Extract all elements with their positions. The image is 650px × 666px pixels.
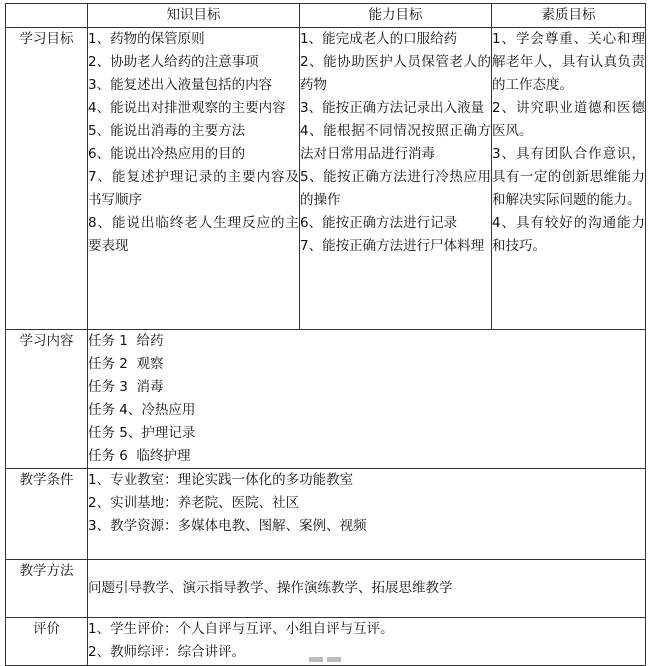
condition-item: 3、教学资源：多媒体电教、图解、案例、视频 (88, 518, 367, 534)
methods-cell (88, 560, 646, 618)
knowledge-goal-item: 1、药物的保管原则 (88, 31, 205, 47)
goals-row (6, 28, 646, 330)
ability-goal-item: 1、能完成老人的口服给药 (300, 31, 458, 47)
quality-goal-item: 1、学会尊重、关心和理解老年人，具有认真负责的工作态度。 (492, 31, 645, 93)
methods-text: 问题引导教学、演示指导教学、操作演练教学、拓展思维教学 (88, 580, 453, 596)
ability-goal-item: 2、能协助医护人员保管老人的药物 (300, 54, 491, 93)
task-item: 任务 1 给药 (88, 333, 164, 349)
ability-goal-item: 4、能根据不同情况按照正确方法对日常用品进行消毒 (300, 123, 491, 162)
conditions-row (6, 469, 646, 560)
ability-goal-item: 5、能按正确方法进行冷热应用的操作 (300, 169, 491, 208)
quality-goal-item: 4、具有较好的沟通能力和技巧。 (492, 215, 645, 254)
ability-goal-item: 6、能按正确方法进行记录 (300, 215, 458, 231)
ability-goal-item: 7、能按正确方法进行尸体料理 (300, 238, 485, 254)
row-label-evaluation: 评价 (6, 618, 88, 666)
task-item: 任务 5、护理记录 (88, 425, 196, 441)
evaluation-cell (88, 618, 646, 666)
quality-goals-cell (492, 28, 646, 330)
quality-goal-item: 3、具有团队合作意识，具有一定的创新思维能力和解决实际问题的能力。 (492, 146, 645, 208)
header-row (6, 4, 646, 28)
task-item: 任务 2 观察 (88, 356, 164, 372)
condition-item: 1、专业教室：理论实践一体化的多功能教室 (88, 472, 354, 488)
row-label-conditions: 教学条件 (6, 469, 88, 560)
ability-goals-cell (300, 28, 492, 330)
corner-cell (6, 4, 88, 28)
content-row (6, 330, 646, 469)
knowledge-goal-item: 6、能说出冷热应用的目的 (88, 146, 246, 162)
knowledge-goal-item: 7、能复述护理记录的主要内容及书写顺序 (88, 169, 299, 208)
content-cell (88, 330, 646, 469)
row-label-methods: 教学方法 (6, 560, 88, 618)
page-scroll-marker (309, 657, 341, 662)
condition-item: 2、实训基地：养老院、医院、社区 (88, 495, 300, 511)
task-item: 任务 4、冷热应用 (88, 402, 196, 418)
knowledge-goal-item: 8、能说出临终老人生理反应的主要表现 (88, 215, 299, 254)
methods-row (6, 560, 646, 618)
evaluation-item: 1、学生评价：个人自评与互评、小组自评与互评。 (88, 621, 394, 637)
curriculum-table (5, 3, 646, 666)
task-item: 任务 6 临终护理 (88, 448, 191, 464)
knowledge-goals-cell (88, 28, 300, 330)
header-ability: 能力目标 (300, 4, 492, 28)
row-label-content: 学习内容 (6, 330, 88, 469)
knowledge-goal-item: 5、能说出消毒的主要方法 (88, 123, 246, 139)
knowledge-goal-item: 2、协助老人给药的注意事项 (88, 54, 259, 70)
row-label-goals: 学习目标 (6, 28, 88, 330)
quality-goal-item: 2、讲究职业道德和医德医风。 (492, 100, 645, 139)
knowledge-goal-item: 4、能说出对排泄观察的主要内容 (88, 100, 286, 116)
header-quality: 素质目标 (492, 4, 646, 28)
evaluation-item: 2、教师综评：综合讲评。 (88, 644, 246, 660)
ability-goal-item: 3、能按正确方法记录出入液量 (300, 100, 485, 116)
conditions-cell (88, 469, 646, 560)
task-item: 任务 3 消毒 (88, 379, 164, 395)
header-knowledge: 知识目标 (88, 4, 300, 28)
knowledge-goal-item: 3、能复述出入液量包括的内容 (88, 77, 273, 93)
